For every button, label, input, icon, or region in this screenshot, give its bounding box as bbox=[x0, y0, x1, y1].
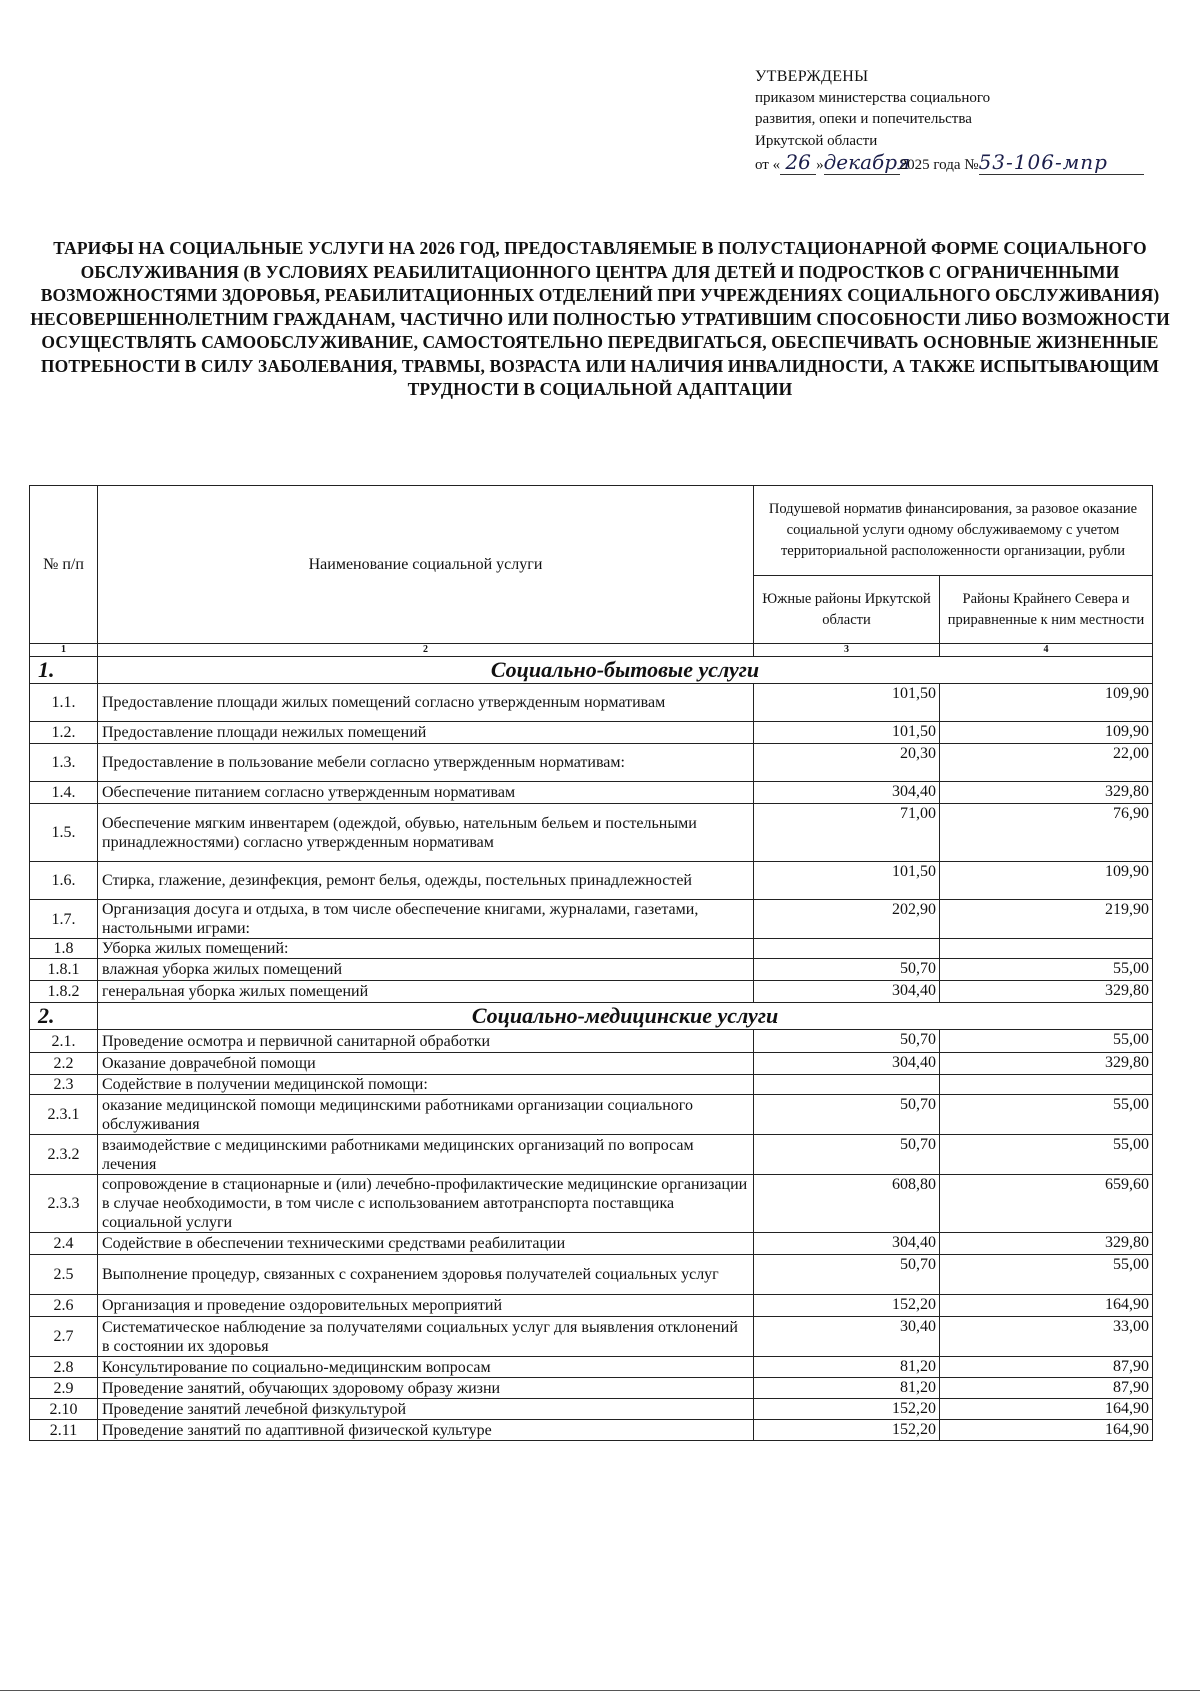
header-south: Южные районы Иркутской области bbox=[754, 576, 940, 644]
table-row bbox=[30, 782, 1153, 804]
row-number: 2.10 bbox=[30, 1399, 98, 1420]
section-title: Социально-бытовые услуги bbox=[98, 657, 1153, 684]
year-text: 2025 года № bbox=[899, 157, 979, 173]
table-row bbox=[30, 1317, 1153, 1357]
section-title: Социально-медицинские услуги bbox=[98, 1003, 1153, 1030]
approval-block bbox=[755, 66, 1144, 177]
tariff-north: 329,80 bbox=[940, 1233, 1153, 1255]
service-name: Организация досуга и отдыха, в том числе обеспечение книгами, журналами, газетами, настольными играми: bbox=[98, 900, 754, 939]
tariff-north: 219,90 bbox=[940, 900, 1153, 939]
table-row bbox=[30, 900, 1153, 939]
tariff-south: 304,40 bbox=[754, 1233, 940, 1255]
column-index: 3 bbox=[754, 644, 940, 657]
table-row bbox=[30, 1399, 1153, 1420]
table-row bbox=[30, 744, 1153, 782]
tariff-south bbox=[754, 939, 940, 959]
tariff-south: 304,40 bbox=[754, 1053, 940, 1075]
tariff-north: 109,90 bbox=[940, 722, 1153, 744]
tariff-north: 109,90 bbox=[940, 684, 1153, 722]
tariff-north: 22,00 bbox=[940, 744, 1153, 782]
service-name: оказание медицинской помощи медицинскими работниками организации социального обслуживания bbox=[98, 1095, 754, 1135]
tariff-north: 33,00 bbox=[940, 1317, 1153, 1357]
tariff-north: 55,00 bbox=[940, 1095, 1153, 1135]
column-index: 4 bbox=[940, 644, 1153, 657]
service-name: Обеспечение питанием согласно утвержденным нормативам bbox=[98, 782, 754, 804]
tariff-south: 304,40 bbox=[754, 782, 940, 804]
table-row bbox=[30, 1135, 1153, 1175]
tariff-south: 20,30 bbox=[754, 744, 940, 782]
column-index: 1 bbox=[30, 644, 98, 657]
service-name: Систематическое наблюдение за получателями социальных услуг для выявления отклонений в состоянии их здоровья bbox=[98, 1317, 754, 1357]
tariff-north bbox=[940, 1075, 1153, 1095]
tariff-north: 55,00 bbox=[940, 1030, 1153, 1053]
service-name: Выполнение процедур, связанных с сохранением здоровья получателей социальных услуг bbox=[98, 1255, 754, 1295]
service-name: Проведение занятий лечебной физкультурой bbox=[98, 1399, 754, 1420]
tariff-south: 101,50 bbox=[754, 684, 940, 722]
table-row bbox=[30, 722, 1153, 744]
row-number: 2.6 bbox=[30, 1295, 98, 1317]
service-name: взаимодействие с медицинскими работниками медицинских организаций по вопросам лечения bbox=[98, 1135, 754, 1175]
service-name: Предоставление в пользование мебели согласно утвержденным нормативам: bbox=[98, 744, 754, 782]
table-row bbox=[30, 1255, 1153, 1295]
section-number: 2. bbox=[30, 1003, 98, 1030]
handwritten-month: декабря bbox=[823, 150, 911, 174]
column-index-row bbox=[30, 644, 1153, 657]
tariff-south: 202,90 bbox=[754, 900, 940, 939]
handwritten-day: 26 bbox=[780, 152, 816, 175]
row-number: 2.11 bbox=[30, 1420, 98, 1441]
service-name: Консультирование по социально-медицинским вопросам bbox=[98, 1357, 754, 1378]
tariff-north: 329,80 bbox=[940, 981, 1153, 1003]
tariff-south: 101,50 bbox=[754, 862, 940, 900]
approval-line: развития, опеки и попечительства bbox=[755, 111, 972, 127]
tariff-south: 50,70 bbox=[754, 1030, 940, 1053]
tariff-north: 329,80 bbox=[940, 782, 1153, 804]
service-name: Стирка, глажение, дезинфекция, ремонт белья, одежды, постельных принадлежностей bbox=[98, 862, 754, 900]
row-number: 1.7. bbox=[30, 900, 98, 939]
table-row bbox=[30, 1030, 1153, 1053]
tariff-north: 164,90 bbox=[940, 1295, 1153, 1317]
service-name: Проведение занятий, обучающих здоровому образу жизни bbox=[98, 1378, 754, 1399]
scan-edge-line bbox=[0, 1690, 1200, 1691]
service-name: Обеспечение мягким инвентарем (одеждой, обувью, нательным бельем и постельными принадлежностями) согласно утвержденным нормативам bbox=[98, 804, 754, 862]
section-number: 1. bbox=[30, 657, 98, 684]
service-name: влажная уборка жилых помещений bbox=[98, 959, 754, 981]
row-number: 2.8 bbox=[30, 1357, 98, 1378]
tariff-south: 81,20 bbox=[754, 1357, 940, 1378]
column-index: 2 bbox=[98, 644, 754, 657]
tariff-north: 109,90 bbox=[940, 862, 1153, 900]
tariff-south bbox=[754, 1075, 940, 1095]
header-north: Районы Крайнего Севера и приравненные к ним местности bbox=[940, 576, 1153, 644]
tariff-south: 50,70 bbox=[754, 1135, 940, 1175]
table-row bbox=[30, 1295, 1153, 1317]
row-number: 1.6. bbox=[30, 862, 98, 900]
tariff-north: 87,90 bbox=[940, 1357, 1153, 1378]
row-number: 1.8.1 bbox=[30, 959, 98, 981]
tariff-north: 659,60 bbox=[940, 1175, 1153, 1233]
approval-heading: УТВЕРЖДЕНЫ bbox=[755, 68, 869, 85]
table-row bbox=[30, 804, 1153, 862]
table-row bbox=[30, 1075, 1153, 1095]
service-name: Проведение занятий по адаптивной физической культуре bbox=[98, 1420, 754, 1441]
row-number: 1.2. bbox=[30, 722, 98, 744]
tariff-south: 608,80 bbox=[754, 1175, 940, 1233]
approval-line: Иркутской области bbox=[755, 132, 878, 149]
tariff-south: 101,50 bbox=[754, 722, 940, 744]
tariff-north: 55,00 bbox=[940, 1135, 1153, 1175]
row-number: 1.3. bbox=[30, 744, 98, 782]
tariff-south: 30,40 bbox=[754, 1317, 940, 1357]
tariff-south: 152,20 bbox=[754, 1295, 940, 1317]
section-row bbox=[30, 657, 1153, 684]
tariff-south: 152,20 bbox=[754, 1399, 940, 1420]
tariff-north bbox=[940, 939, 1153, 959]
row-number: 2.2 bbox=[30, 1053, 98, 1075]
table-row bbox=[30, 1233, 1153, 1255]
approval-date-line bbox=[755, 152, 1144, 177]
row-number: 1.8.2 bbox=[30, 981, 98, 1003]
tariff-north: 164,90 bbox=[940, 1399, 1153, 1420]
row-number: 1.4. bbox=[30, 782, 98, 804]
service-name: Оказание доврачебной помощи bbox=[98, 1053, 754, 1075]
table-row bbox=[30, 939, 1153, 959]
tariff-south: 81,20 bbox=[754, 1378, 940, 1399]
table-row bbox=[30, 862, 1153, 900]
section-row bbox=[30, 1003, 1153, 1030]
row-number: 2.5 bbox=[30, 1255, 98, 1295]
row-number: 2.3.2 bbox=[30, 1135, 98, 1175]
tariff-north: 87,90 bbox=[940, 1378, 1153, 1399]
header-name: Наименование социальной услуги bbox=[98, 486, 754, 644]
row-number: 2.1. bbox=[30, 1030, 98, 1053]
tariff-north: 55,00 bbox=[940, 959, 1153, 981]
header-num: № п/п bbox=[30, 486, 98, 644]
row-number: 1.8 bbox=[30, 939, 98, 959]
service-name: генеральная уборка жилых помещений bbox=[98, 981, 754, 1003]
row-number: 2.3 bbox=[30, 1075, 98, 1095]
row-number: 2.9 bbox=[30, 1378, 98, 1399]
row-number: 1.5. bbox=[30, 804, 98, 862]
service-name: Уборка жилых помещений: bbox=[98, 939, 754, 959]
tariff-south: 304,40 bbox=[754, 981, 940, 1003]
tariff-south: 152,20 bbox=[754, 1420, 940, 1441]
tariff-north: 76,90 bbox=[940, 804, 1153, 862]
service-name: сопровождение в стационарные и (или) лечебно-профилактические медицинские организации в случае необходимости, в том числе с использованием автотранспорта поставщика социальной услуги bbox=[98, 1175, 754, 1233]
tariff-south: 50,70 bbox=[754, 1095, 940, 1135]
service-name: Проведение осмотра и первичной санитарной обработки bbox=[98, 1030, 754, 1053]
table-row bbox=[30, 1378, 1153, 1399]
tariff-north: 329,80 bbox=[940, 1053, 1153, 1075]
header-row bbox=[30, 486, 1153, 576]
tariff-south: 50,70 bbox=[754, 959, 940, 981]
tariff-south: 50,70 bbox=[754, 1255, 940, 1295]
row-number: 2.4 bbox=[30, 1233, 98, 1255]
table-row bbox=[30, 1053, 1153, 1075]
table-row bbox=[30, 959, 1153, 981]
date-mid: » bbox=[816, 157, 824, 173]
service-name: Содействие в обеспечении техническими средствами реабилитации bbox=[98, 1233, 754, 1255]
tariff-north: 164,90 bbox=[940, 1420, 1153, 1441]
row-number: 2.3.1 bbox=[30, 1095, 98, 1135]
table-row bbox=[30, 981, 1153, 1003]
document-title: ТАРИФЫ НА СОЦИАЛЬНЫЕ УСЛУГИ НА 2026 ГОД, ПРЕДОСТАВЛЯЕМЫЕ В ПОЛУСТАЦИОНАРНОЙ ФОРМЕ СОЦИАЛЬНОГО ОБСЛУЖИВАНИЯ (В УСЛОВИЯХ РЕАБИЛИТАЦИОННОГО ЦЕНТРА ДЛЯ ДЕТЕЙ И ПОДРОСТКОВ С ОГРАНИЧЕННЫМИ ВОЗМОЖНОСТЯМИ ЗДОРОВЬЯ, РЕАБИЛИТАЦИОННЫХ ОТДЕЛЕНИЙ ПРИ УЧРЕЖДЕНИЯХ СОЦИАЛЬНОГО ОБСЛУЖИВАНИЯ) НЕСОВЕРШЕННОЛЕТНИМ ГРАЖДАНАМ, ЧАСТИЧНО ИЛИ ПОЛНОСТЬЮ УТРАТИВШИМ СПОСОБНОСТИ ЛИБО ВОЗМОЖНОСТИ ОСУЩЕСТВЛЯТЬ САМООБСЛУЖИВАНИЕ, САМОСТОЯТЕЛЬНО ПЕРЕДВИГАТЬСЯ, ОБЕСПЕЧИВАТЬ ОСНОВНЫЕ ЖИЗНЕННЫЕ ПОТРЕБНОСТИ В СИЛУ ЗАБОЛЕВАНИЯ, ТРАВМЫ, ВОЗРАСТА ИЛИ НАЛИЧИЯ ИНВАЛИДНОСТИ, А ТАКЖЕ ИСПЫТЫВАЮЩИМ ТРУДНОСТИ В СОЦИАЛЬНОЙ АДАПТАЦИИ bbox=[30, 238, 1170, 399]
header-norm: Подушевой норматив финансирования, за разовое оказание социальной услуги одному обслуживаемому с учетом территориальной расположенности организации, рубли bbox=[754, 486, 1153, 576]
service-name: Содействие в получении медицинской помощи: bbox=[98, 1075, 754, 1095]
date-prefix: от « bbox=[755, 157, 781, 173]
row-number: 2.3.3 bbox=[30, 1175, 98, 1233]
service-name: Организация и проведение оздоровительных мероприятий bbox=[98, 1295, 754, 1317]
row-number: 1.1. bbox=[30, 684, 98, 722]
table-row bbox=[30, 684, 1153, 722]
table-row bbox=[30, 1095, 1153, 1135]
tariff-north: 55,00 bbox=[940, 1255, 1153, 1295]
tariff-table-body bbox=[30, 486, 1153, 1441]
tariff-table bbox=[29, 485, 1153, 1441]
row-number: 2.7 bbox=[30, 1317, 98, 1357]
table-row bbox=[30, 1357, 1153, 1378]
table-row bbox=[30, 1175, 1153, 1233]
service-name: Предоставление площади нежилых помещений bbox=[98, 722, 754, 744]
handwritten-order-number: 53-106-мпр bbox=[979, 152, 1144, 175]
table-row bbox=[30, 1420, 1153, 1441]
approval-line: приказом министерства социального bbox=[755, 89, 991, 106]
tariff-south: 71,00 bbox=[754, 804, 940, 862]
service-name: Предоставление площади жилых помещений согласно утвержденным нормативам bbox=[98, 684, 754, 722]
